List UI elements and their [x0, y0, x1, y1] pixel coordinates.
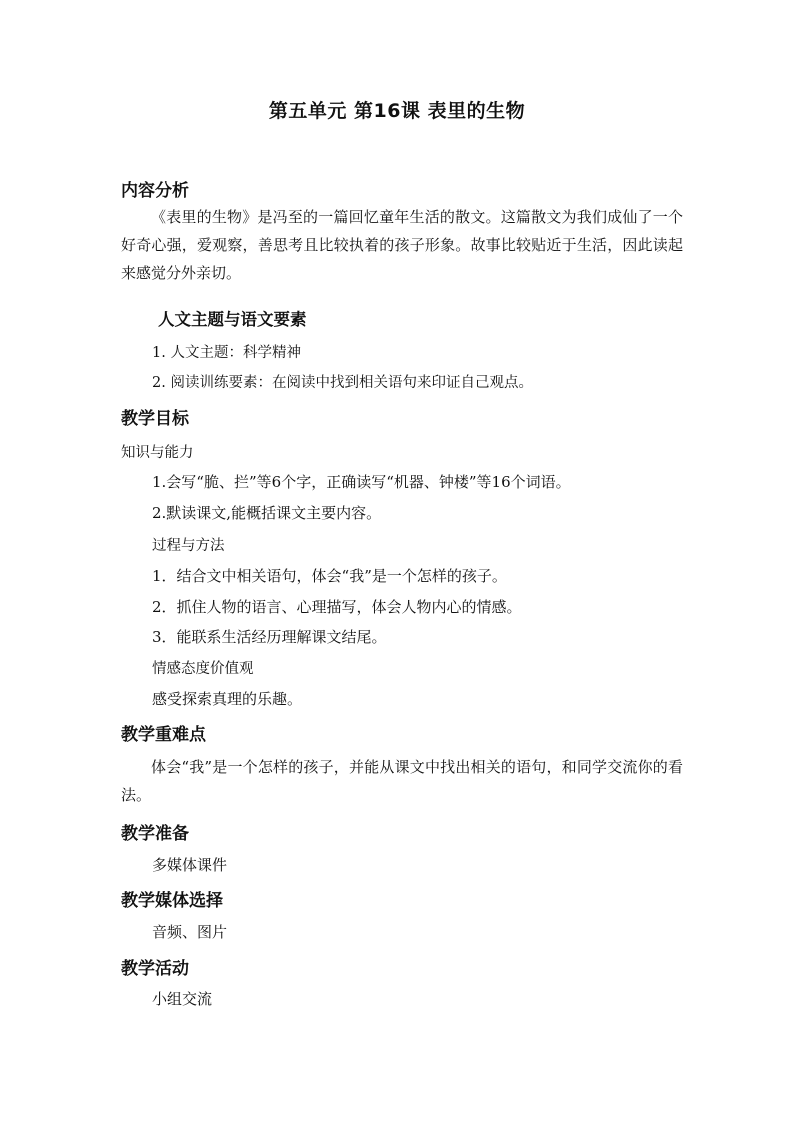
heading-preparation: 教学准备	[121, 824, 189, 844]
key-points-text: 体会“我”是一个怎样的孩子，并能从课文中找出相关的语句，和同学交流你的看法。	[121, 758, 683, 804]
theme-item-1: 1. 人文主题：科学精神	[152, 345, 301, 361]
heading-activity: 教学活动	[121, 959, 189, 979]
heading-theme: 人文主题与语文要素	[158, 310, 307, 329]
knowledge-item-2: 2.默读课文,能概括课文主要内容。	[152, 504, 382, 522]
theme-item-2: 2. 阅读训练要素：在阅读中找到相关语句来印证自己观点。	[152, 375, 533, 391]
activity-text: 小组交流	[152, 990, 213, 1008]
preparation-text: 多媒体课件	[152, 856, 228, 874]
knowledge-item-1: 1.会写“脆、拦”等6个字，正确读写“机器、钟楼”等16个词语。	[152, 473, 571, 491]
process-item-3: 3．能联系生活经历理解课文结尾。	[152, 628, 387, 646]
heading-goals: 教学目标	[121, 409, 189, 429]
emotion-text: 感受探索真理的乐趣。	[152, 690, 303, 708]
knowledge-label: 知识与能力	[121, 445, 194, 461]
process-label: 过程与方法	[152, 538, 225, 554]
process-item-1: 1．结合文中相关语句，体会“我”是一个怎样的孩子。	[152, 567, 507, 585]
heading-key-points: 教学重难点	[121, 725, 206, 745]
heading-content-analysis: 内容分析	[121, 181, 189, 201]
content-analysis-paragraph	[121, 203, 683, 287]
process-item-2: 2．抓住人物的语言、心理描写，体会人物内心的情感。	[152, 598, 522, 616]
media-text: 音频、图片	[152, 923, 228, 941]
content-analysis-text: 《表里的生物》是冯至的一篇回忆童年生活的散文。这篇散文为我们成仙了一个好奇心强，爱观察，善思考且比较执着的孩子形象。故事比较贴近于生活，因此读起来感觉分外亲切。	[121, 208, 683, 282]
heading-media: 教学媒体选择	[121, 891, 223, 911]
emotion-label: 情感态度价值观	[152, 661, 254, 677]
page-title: 第五单元 第16课 表里的生物	[268, 100, 526, 122]
key-points-paragraph	[121, 753, 683, 809]
